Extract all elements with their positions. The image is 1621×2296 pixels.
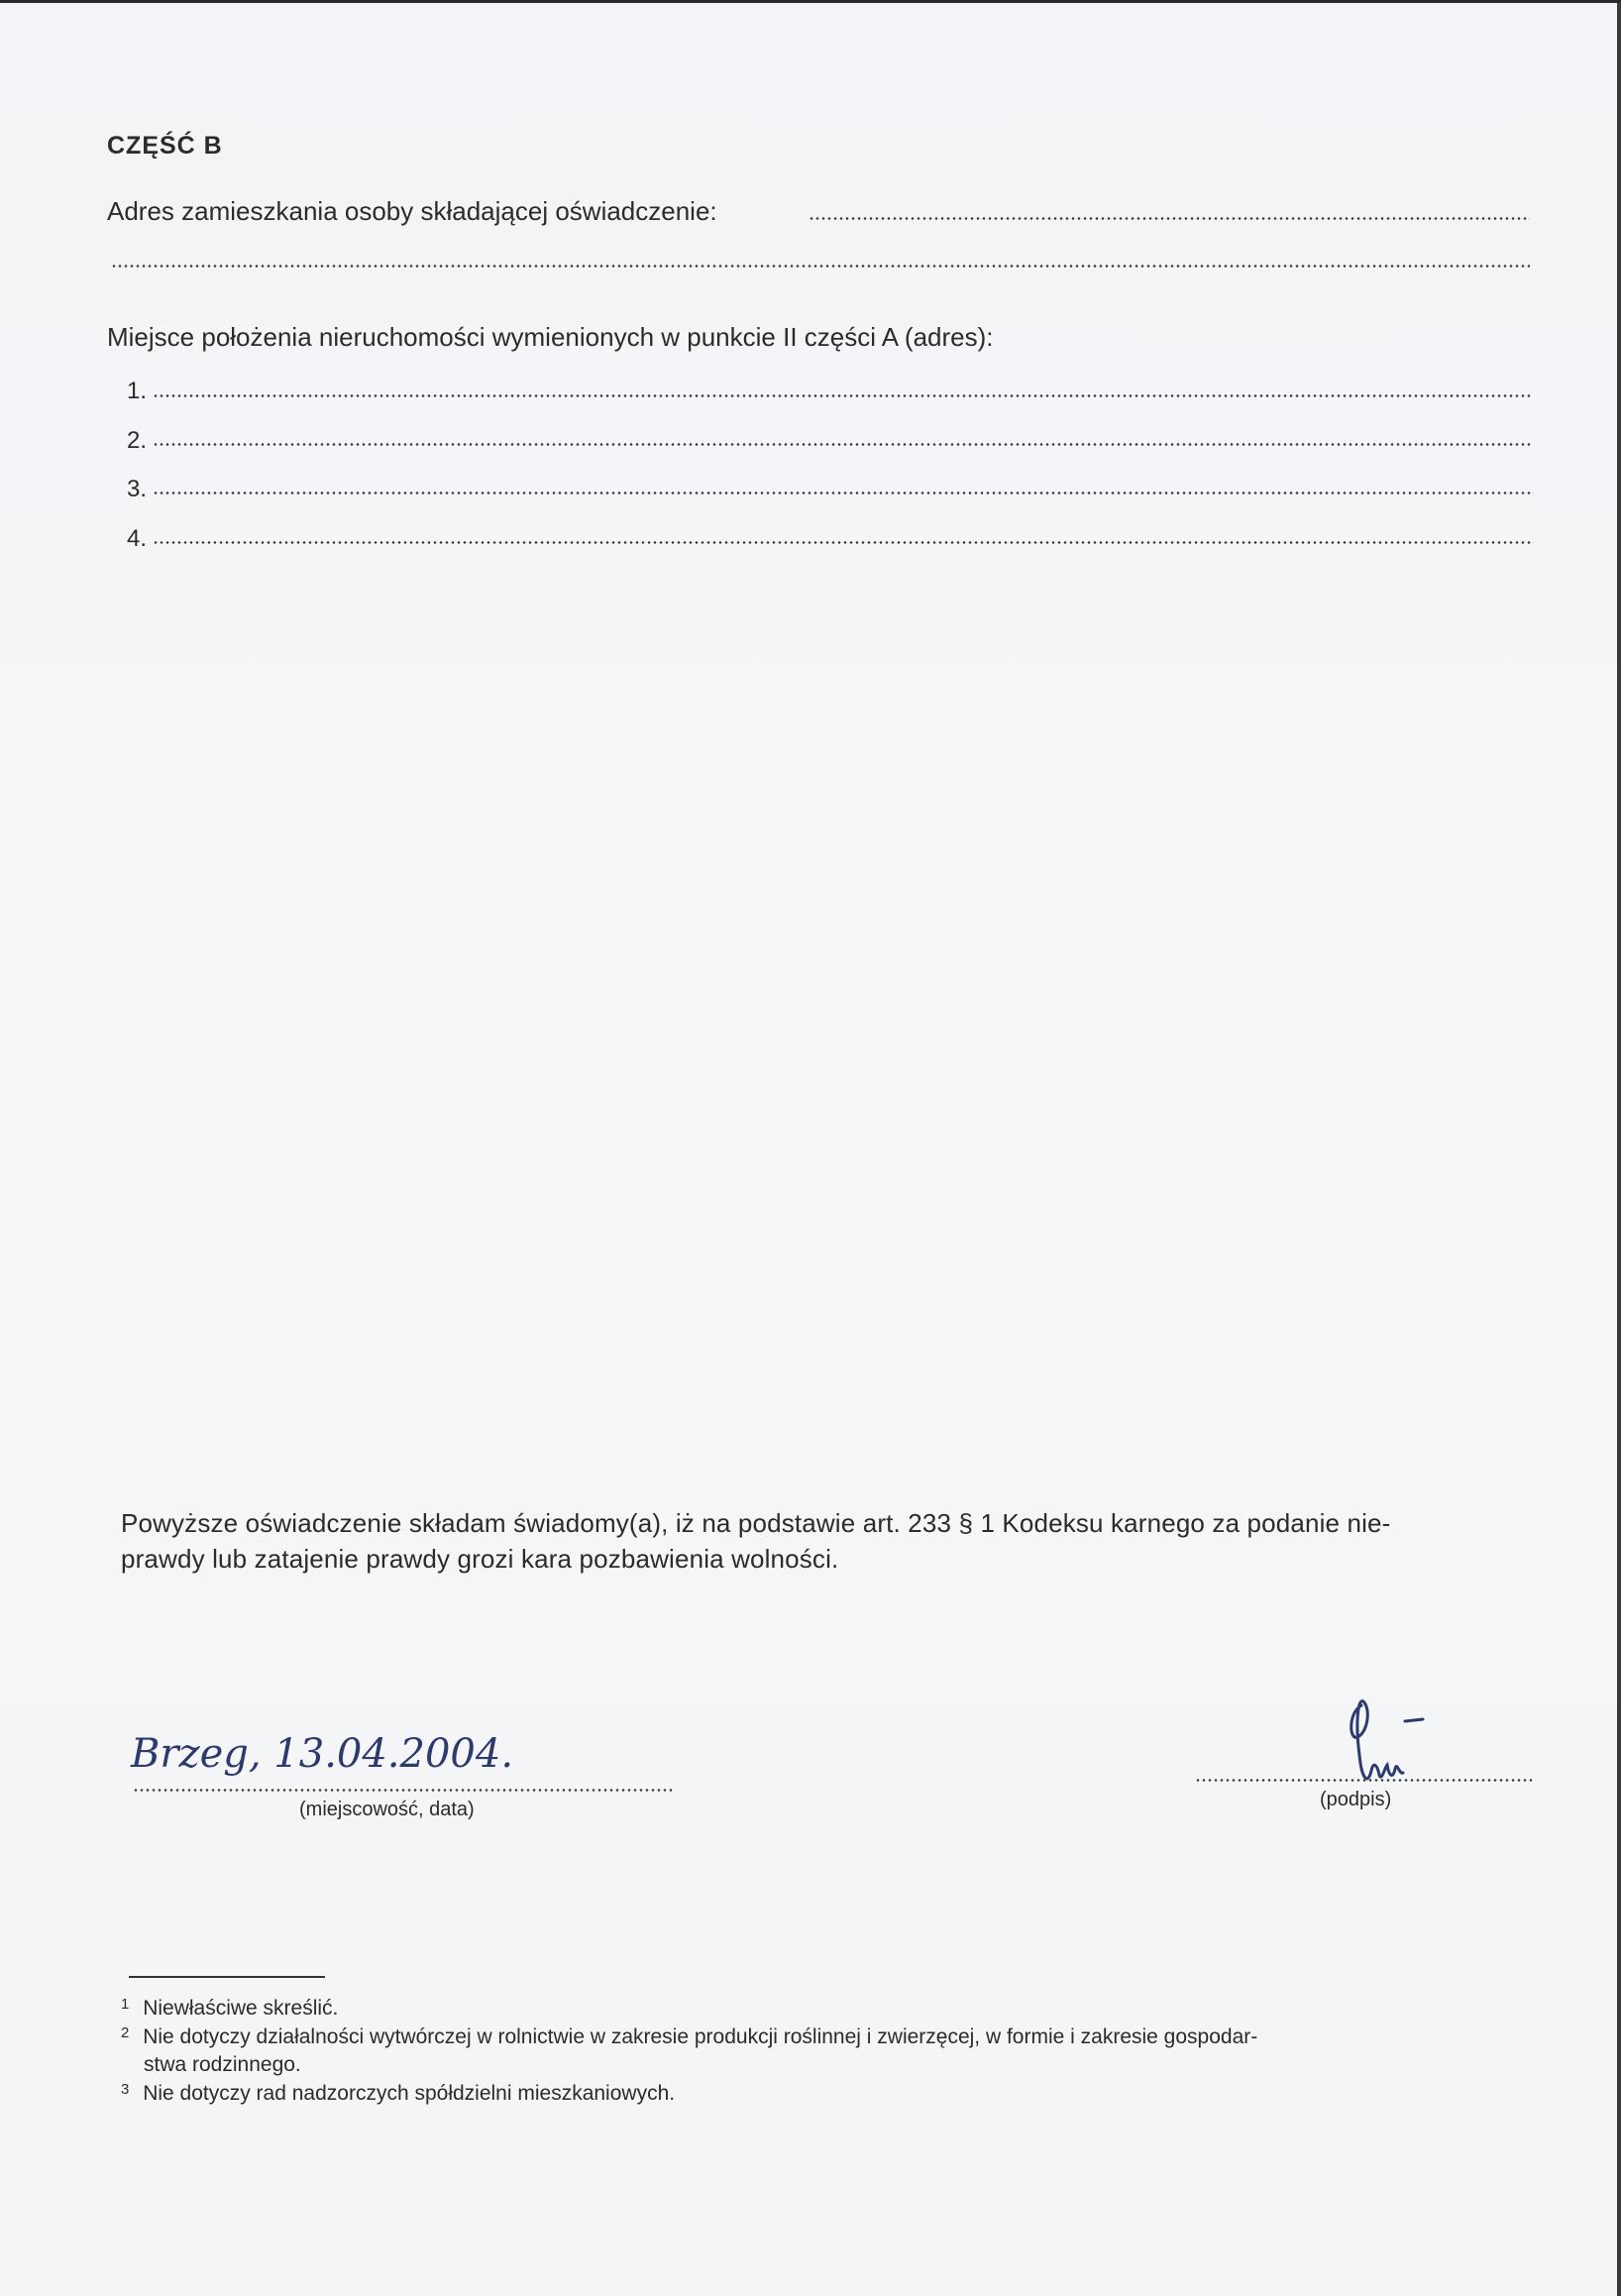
signature-scribble bbox=[1328, 1695, 1437, 1791]
property-item-number-4: 4. bbox=[127, 525, 148, 552]
property-fill-line-3[interactable] bbox=[153, 492, 1534, 494]
footnote-1-text: Niewłaściwe skreślić. bbox=[143, 1997, 339, 2020]
signature-caption: (podpis) bbox=[1320, 1789, 1392, 1810]
address-label: Adres zamieszkania osoby składającej oświadczenie: bbox=[107, 196, 717, 226]
property-item-number-1: 1. bbox=[127, 378, 148, 404]
legal-statement bbox=[121, 1505, 1544, 1577]
signature-line[interactable] bbox=[1195, 1779, 1534, 1782]
document-page bbox=[0, 3, 1621, 2296]
address-fill-line-2[interactable] bbox=[111, 265, 1530, 268]
footnote-2-mark: 2 bbox=[121, 2024, 130, 2041]
footnote-3-mark: 3 bbox=[121, 2081, 130, 2098]
place-date-line[interactable] bbox=[133, 1789, 672, 1792]
footnote-3 bbox=[121, 2080, 675, 2109]
legal-statement-line-2: prawdy lub zatajenie prawdy grozi kara pozbawienia wolności. bbox=[121, 1544, 839, 1574]
footnote-3-text: Nie dotyczy rad nadzorczych spółdzielni mieszkaniowych. bbox=[143, 2082, 676, 2105]
property-fill-line-4[interactable] bbox=[153, 541, 1534, 544]
legal-statement-line-1: Powyższe oświadczenie składam świadomy(a), iż na podstawie art. 233 § 1 Kodeksu karnego za podanie nie- bbox=[121, 1508, 1391, 1538]
footnote-divider bbox=[129, 1976, 325, 1978]
section-heading: CZĘŚĆ B bbox=[107, 132, 223, 160]
footnote-1 bbox=[121, 1995, 338, 2023]
place-date-caption: (miejscowość, data) bbox=[299, 1799, 475, 1820]
property-fill-line-2[interactable] bbox=[153, 443, 1532, 446]
footnote-2-continuation: stwa rodzinnego. bbox=[144, 2053, 301, 2076]
address-fill-line-1[interactable] bbox=[809, 217, 1530, 220]
footnote-2-text: Nie dotyczy działalności wytwórczej w rolnictwie w zakresie produkcji roślinnej i zwierzęcej, w formie i zakresie gospodar- bbox=[143, 2025, 1258, 2048]
footnote-2 bbox=[121, 2023, 1257, 2052]
property-fill-line-1[interactable] bbox=[153, 394, 1532, 397]
property-location-label: Miejsce położenia nieruchomości wymienionych w punkcie II części A (adres): bbox=[107, 322, 994, 352]
footnote-1-mark: 1 bbox=[121, 1996, 130, 2013]
property-item-number-3: 3. bbox=[127, 476, 148, 502]
place-date-handwritten: Brzeg, 13.04.2004. bbox=[131, 1731, 514, 1777]
property-item-number-2: 2. bbox=[127, 427, 148, 454]
